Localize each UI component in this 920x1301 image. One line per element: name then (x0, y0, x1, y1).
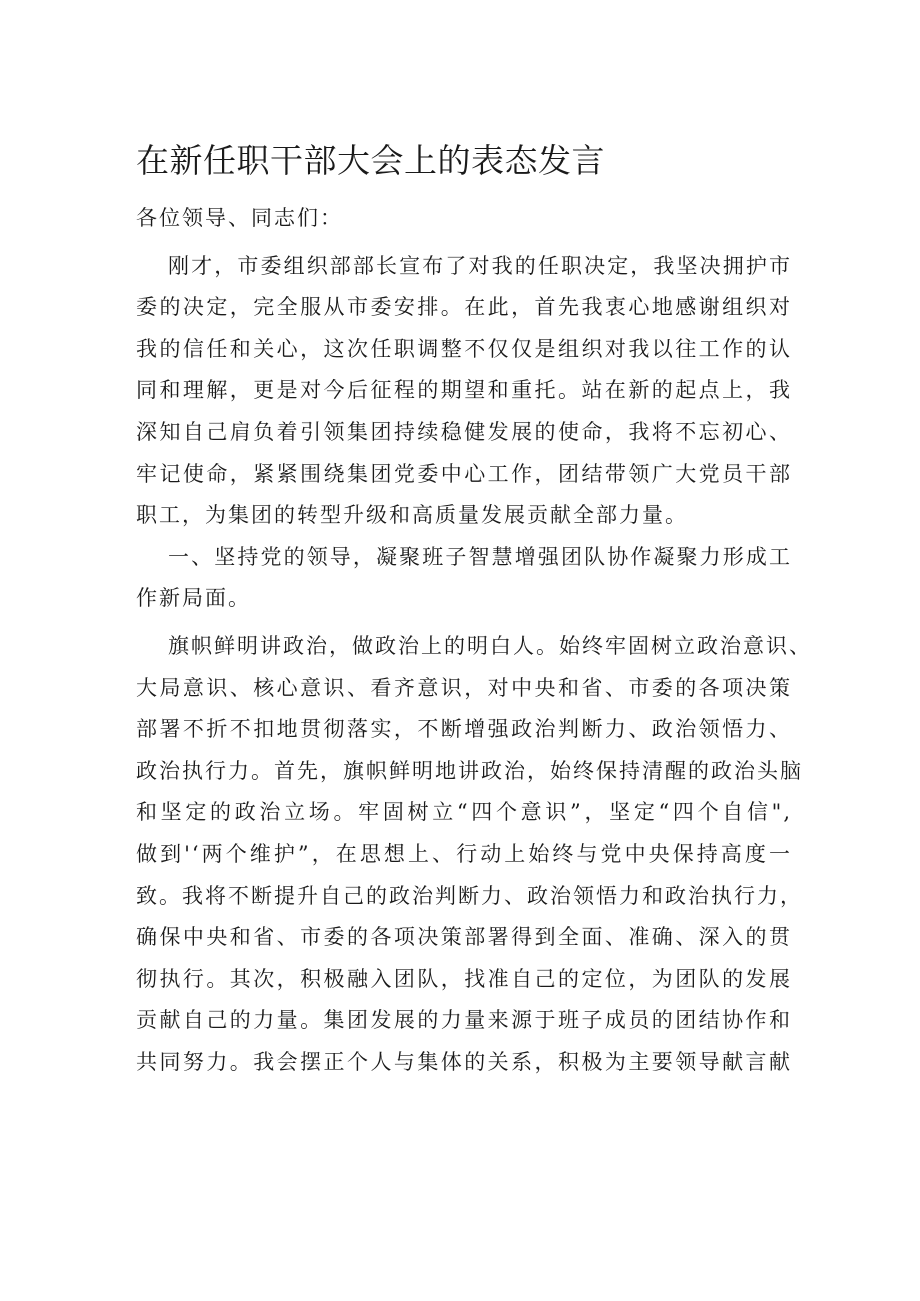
paragraph-line: 一、坚持党的领导，凝聚班子智慧增强团队协作凝聚力形成工 (168, 544, 792, 569)
paragraph-line: 政治执行力。首先，旗帜鲜明地讲政治，始终保持清醒的政治头脑 (136, 758, 803, 783)
paragraph-line: 部署不折不扣地贯彻落实，不断增强政治判断力、政治领悟力、 (136, 717, 792, 742)
paragraph-line: 大局意识、核心意识、看齐意识，对中央和省、市委的各项决策 (136, 675, 792, 700)
paragraph-line: 同和理解，更是对今后征程的期望和重托。站在新的起点上，我 (136, 378, 792, 403)
paragraph-line: 贡献自己的力量。集团发展的力量来源于班子成员的团结协作和 (136, 1008, 792, 1033)
paragraph-line: 我的信任和关心，这次任职调整不仅仅是组织对我以往工作的认 (136, 336, 792, 361)
paragraph-line: 旗帜鲜明讲政治，做政治上的明白人。始终牢固树立政治意识、 (168, 633, 812, 658)
salutation: 各位领导、同志们： (136, 206, 343, 230)
paragraph-line: 和坚定的政治立场。牢固树立“四个意识”，坚定“四个自信", (136, 800, 792, 825)
paragraph-2 (136, 537, 792, 620)
paragraph-line: 深知自己肩负着引领集团持续稳健发展的使命，我将不忘初心、 (136, 419, 792, 444)
paragraph-line: 共同努力。我会摆正个人与集体的关系，积极为主要领导献言献 (136, 1049, 792, 1074)
paragraph-line: 致。我将不断提升自己的政治判断力、政治领悟力和政治执行力， (136, 883, 803, 908)
paragraph-line: 彻执行。其次，积极融入团队，找准自己的定位，为团队的发展 (136, 966, 792, 991)
paragraph-line: 做到'‘两个维护”，在思想上、行动上始终与党中央保持高度一 (136, 841, 792, 866)
paragraph-line: 刚才，市委组织部部长宣布了对我的任职决定，我坚决拥护市 (168, 253, 792, 278)
document-body (136, 198, 812, 1083)
paragraph-3 (136, 626, 812, 1084)
paragraph-line: 委的决定，完全服从市委安排。在此，首先我衷心地感谢组织对 (136, 295, 792, 320)
paragraph-line: 确保中央和省、市委的各项决策部署得到全面、准确、深入的贯 (136, 925, 792, 950)
paragraph-line: 牢记使命，紧紧围绕集团党委中心工作，团结带领广大党员干部 (136, 461, 792, 486)
paragraph-1 (136, 246, 792, 537)
paragraph-line: 作新局面。 (136, 586, 251, 611)
document-title: 在新任职干部大会上的表态发言 (136, 141, 605, 180)
paragraph-line: 职工，为集团的转型升级和高质量发展贡献全部力量。 (136, 503, 688, 528)
